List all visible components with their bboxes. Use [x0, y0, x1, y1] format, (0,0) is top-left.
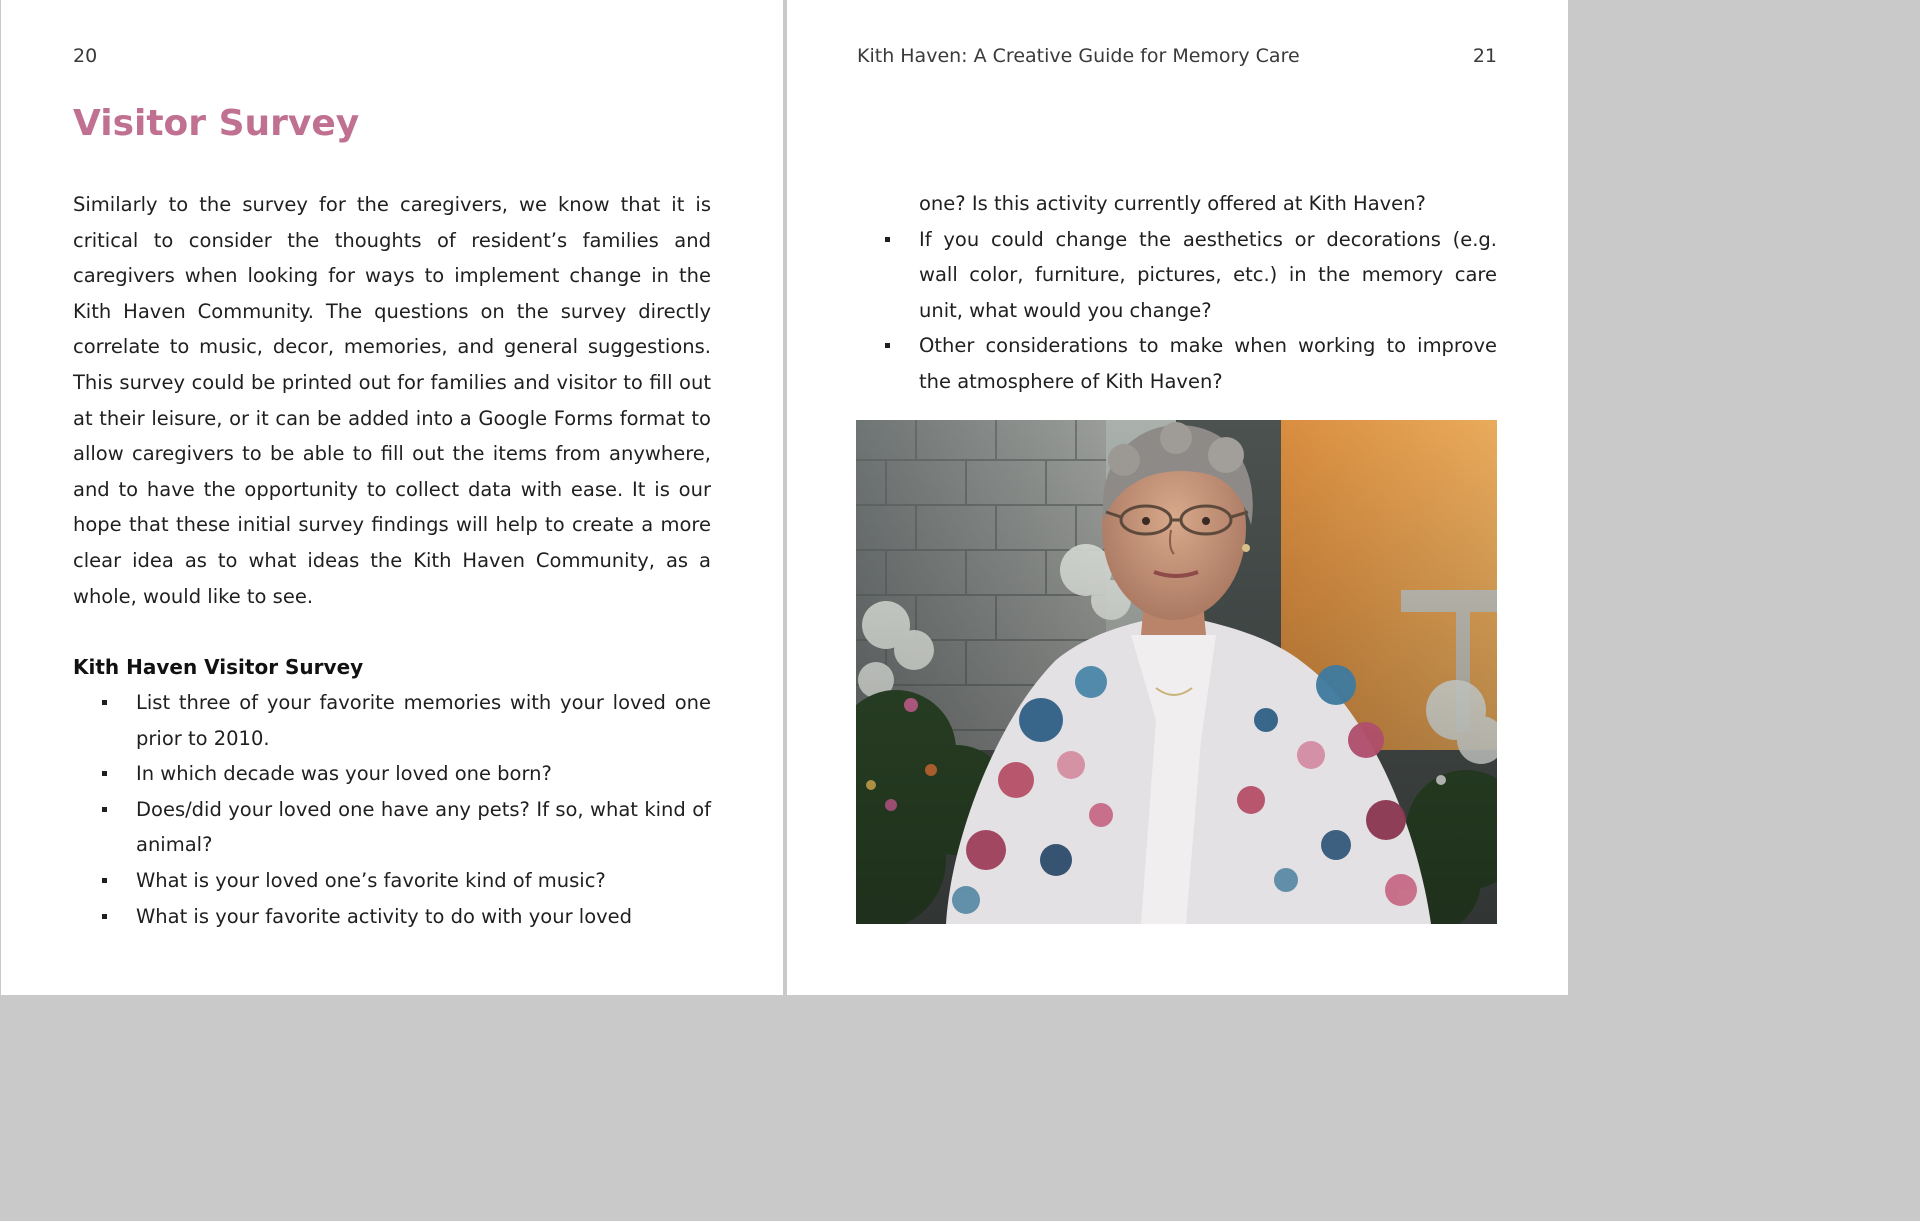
survey-question-text: Does/did your loved one have any pets? If so, what kind of animal? — [136, 797, 711, 857]
bullet-marker — [885, 343, 890, 348]
survey-question-text: If you could change the aesthetics or decorations (e.g. wall color, furniture, pictures, etc.) in the memory care unit, what would you change? — [919, 227, 1497, 322]
page-number-left: 20 — [73, 45, 98, 67]
survey-question — [919, 222, 1497, 329]
survey-question-text: one? Is this activity currently offered at Kith Haven? — [919, 192, 1426, 215]
bullet-marker — [102, 700, 107, 705]
survey-question — [136, 792, 711, 863]
survey-question-text: Other considerations to make when working to improve the atmosphere of Kith Haven? — [919, 334, 1497, 393]
survey-question-text: What is your loved one’s favorite kind of music? — [136, 868, 606, 892]
page-title: Visitor Survey — [73, 103, 360, 144]
survey-question — [136, 899, 711, 935]
survey-question-continuation — [919, 186, 1497, 222]
running-header: Kith Haven: A Creative Guide for Memory Care — [857, 45, 1300, 67]
survey-question-list — [136, 685, 711, 934]
left-page — [1, 0, 783, 995]
survey-question — [136, 756, 711, 792]
intro-paragraph: Similarly to the survey for the caregivers, we know that it is critical to consider the thoughts of resident’s families and caregivers when looking for ways to implement change in the Kith Haven Community. The questions on the survey directly correlate to music, decor, memories, and general suggestions. This survey could be printed out for families and visitor to fill out at their leisure, or it can be added into a Google Forms format to allow caregivers to be able to fill out the items from anywhere, and to have the opportunity to collect data with ease. It is our hope that these initial survey findings will help to create a more clear idea as to what ideas the Kith Haven Community, as a whole, would like to see. — [73, 193, 711, 608]
survey-question-text: What is your favorite activity to do with your loved — [136, 904, 633, 928]
survey-question-text: List three of your favorite memories with your loved one prior to 2010. — [136, 691, 711, 750]
resident-photo — [856, 420, 1497, 924]
bullet-marker — [885, 237, 890, 242]
right-page — [787, 0, 1568, 995]
survey-question — [136, 685, 711, 756]
bullet-marker — [102, 914, 107, 919]
page-number-right: 21 — [1472, 45, 1497, 67]
survey-question-text: In which decade was your loved one born? — [136, 762, 552, 786]
resident-photo-illustration — [856, 420, 1497, 924]
bullet-marker — [102, 878, 107, 883]
bullet-marker — [102, 771, 107, 776]
bullet-marker — [102, 807, 107, 812]
survey-question-list-continued — [919, 186, 1497, 400]
survey-heading: Kith Haven Visitor Survey — [73, 655, 364, 679]
survey-question — [136, 863, 711, 899]
survey-question — [919, 328, 1497, 399]
